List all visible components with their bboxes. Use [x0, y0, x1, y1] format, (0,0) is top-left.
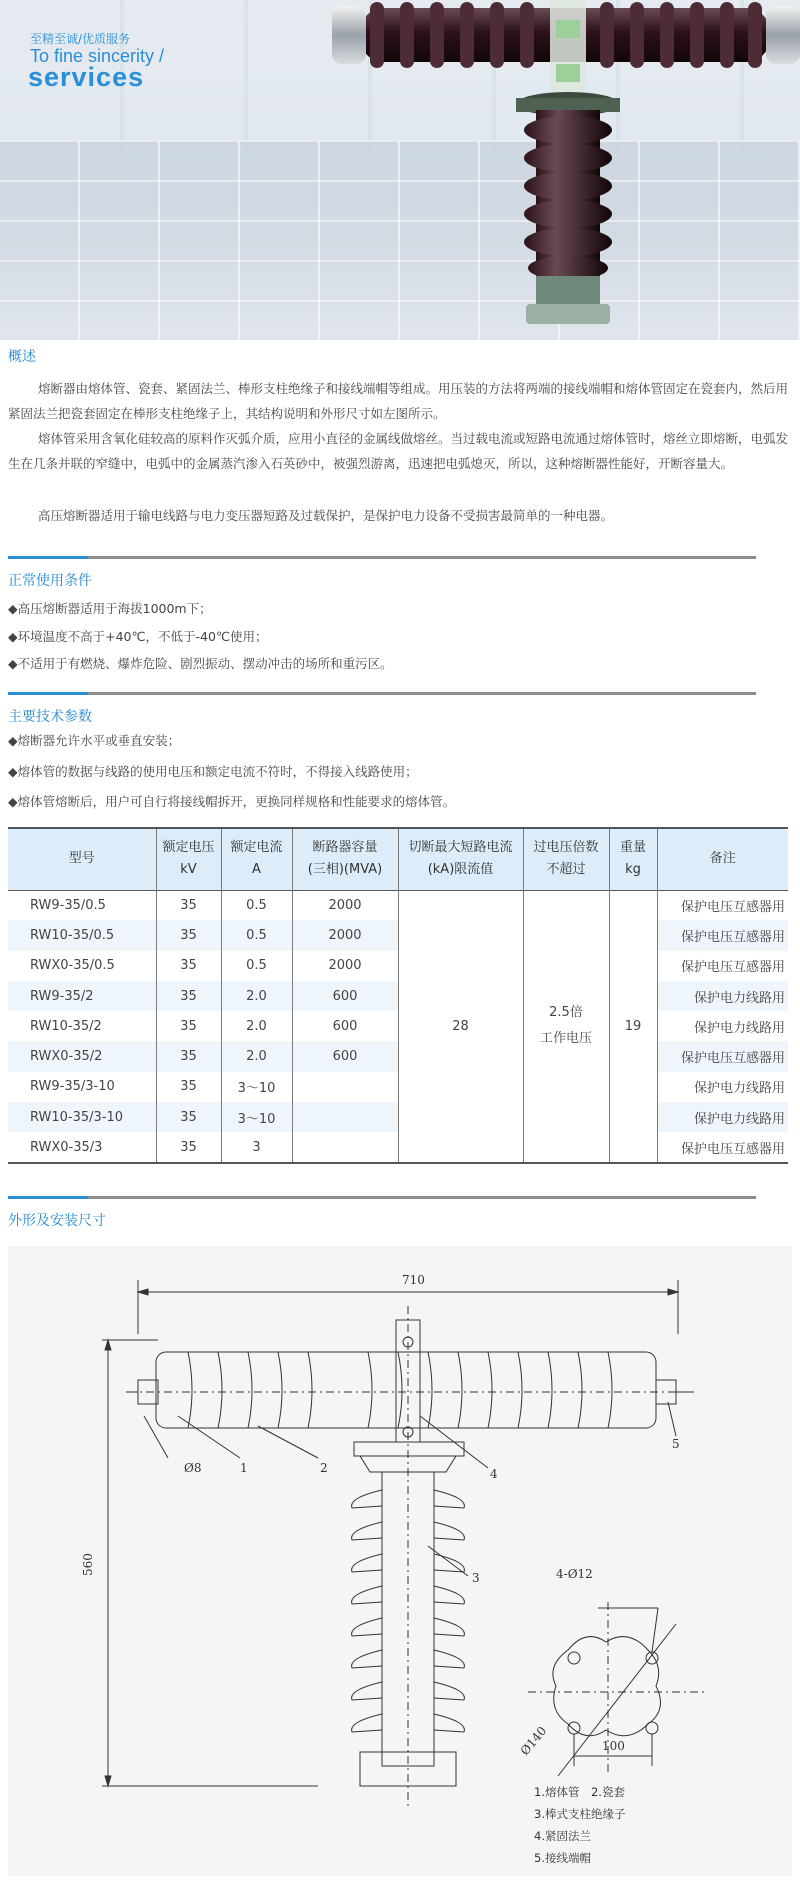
banner — [0, 0, 800, 340]
banner-en-line2: services — [28, 62, 145, 92]
cell-overvoltage-merged: 2.5倍 工作电压 — [523, 890, 609, 1163]
section-divider — [8, 556, 756, 559]
cell-kv: 35 — [156, 890, 221, 920]
dim-dia8-label: Ø8 — [184, 1461, 202, 1475]
cell-model: RW10-35/0.5 — [8, 920, 156, 950]
cell-model: RW10-35/2 — [30, 1018, 102, 1034]
cell-mva — [292, 1102, 398, 1132]
divider-accent — [8, 1196, 88, 1199]
cell-a: 0.5 — [221, 920, 292, 950]
conditions-title: 正常使用条件 — [8, 573, 92, 589]
cell-kv: 35 — [156, 1041, 221, 1071]
overview-paragraph-2: 熔体管采用含氧化硅较高的原料作灭弧介质，应用小直径的金属线做熔丝。当过载电流或短路电流通过熔体管时，熔丝立即熔断，电弧发生在几条并联的窄缝中，电弧中的金属蒸汽渗入石英砂中，被强烈游离，迅速把电弧熄灭，所以，这种熔断器性能好，开断容量大。 — [8, 431, 789, 471]
cell-mva: 600 — [292, 1041, 398, 1071]
cell-model: RWX0-35/2 — [8, 1041, 156, 1071]
drawing-title: 外形及安装尺寸 — [8, 1213, 106, 1229]
dim-height-label: 560 — [81, 1553, 95, 1576]
cell-mva: 2000 — [292, 890, 398, 920]
callout-3: 3 — [472, 1571, 480, 1585]
divider-accent — [8, 692, 88, 695]
overview-paragraph-1: 熔断器由熔体管、瓷套、紧固法兰、棒形支柱绝缘子和接线端帽等组成。用压装的方法将两端的接线端帽和熔体管固定在瓷套内，然后用紧固法兰把瓷套固定在棒形支柱绝缘子上，其结构说明和外形尺寸如左图所示。 — [8, 381, 789, 421]
legend-item: 3.棒式支柱绝缘子 — [534, 1807, 626, 1821]
cell-note: 保护电压互感器用 — [657, 890, 788, 920]
cell-note: 保护电力线路用 — [657, 1102, 788, 1132]
banner-cn-text: 至精至诚/优质服务 — [30, 32, 131, 46]
cell-weight-merged: 19 — [609, 890, 657, 1163]
header-breaking-current: 切断最大短路电流 (kA)限流值 — [398, 828, 523, 890]
params-item: ◆熔体管熔断后，用户可自行将接线帽拆开，更换同样规格和性能要求的熔体管。 — [8, 794, 456, 809]
cell-kv: 35 — [156, 951, 221, 981]
cell-note: 保护电力线路用 — [657, 981, 788, 1011]
dim-100-label: 100 — [602, 1739, 625, 1753]
params-title: 主要技术参数 — [8, 709, 92, 725]
callout-4: 4 — [490, 1467, 498, 1481]
overview-paragraph-3: 高压熔断器适用于输电线路与电力变压器短路及过载保护，是保护电力设备不受损害最简单的一种电器。 — [38, 508, 614, 523]
cell-model: RWX0-35/0.5 — [30, 958, 115, 974]
legend-item: 4.紧固法兰 — [534, 1829, 591, 1843]
banner-en-line1: To fine sincerity / — [30, 46, 165, 66]
header-current: 额定电流 A — [221, 828, 292, 890]
conditions-item: ◆环境温度不高于+40℃，不低于-40℃使用； — [8, 629, 268, 644]
cell-note: 保护电力线路用 — [657, 1011, 788, 1041]
cell-note: 保护电压互感器用 — [657, 920, 788, 950]
cell-model: RW9-35/2 — [8, 981, 156, 1011]
dim-length-label: 710 — [402, 1273, 425, 1287]
cell-note: 保护电力线路用 — [657, 1072, 788, 1102]
section-divider — [8, 692, 756, 695]
cell-kv: 35 — [156, 981, 221, 1011]
cell-note: 保护电压互感器用 — [657, 1132, 788, 1162]
conditions-item: ◆不适用于有燃烧、爆炸危险、剧烈振动、摆动冲击的场所和重污区。 — [8, 656, 393, 671]
cell-model: RW10-35/3-10 — [8, 1102, 156, 1132]
cell-note: 保护电压互感器用 — [657, 951, 788, 981]
table-header-row — [8, 828, 788, 890]
cell-a: 0.5 — [221, 951, 292, 981]
cell-mva — [292, 1072, 398, 1102]
cell-model: RWX0-35/3 — [30, 1139, 103, 1155]
dimension-drawing — [8, 1246, 792, 1876]
dim-holes-label: 4-Ø12 — [556, 1567, 593, 1581]
divider-accent — [8, 556, 88, 559]
cell-model: RW9-35/0.5 — [30, 897, 106, 913]
cell-kv: 35 — [156, 920, 221, 950]
section-divider — [8, 1196, 756, 1199]
callout-5: 5 — [672, 1437, 680, 1451]
header-voltage: 额定电压 kV — [156, 828, 221, 890]
dimension-drawing-svg — [8, 1246, 792, 1876]
cell-note: 保护电压互感器用 — [657, 1041, 788, 1071]
spec-table — [8, 827, 788, 1164]
fuse-product-image — [330, 0, 800, 340]
params-item: ◆熔体管的数据与线路的使用电压和额定电流不符时，不得接入线路使用； — [8, 764, 418, 779]
cell-kv: 35 — [156, 1102, 221, 1132]
cell-a: 3～10 — [221, 1072, 292, 1102]
cell-mva: 600 — [292, 1011, 398, 1041]
callout-1: 1 — [240, 1461, 248, 1475]
params-item: ◆熔断器允许水平或垂直安装； — [8, 733, 181, 748]
dim-pcd-label: Ø140 — [517, 1723, 550, 1758]
cell-a: 0.5 — [221, 890, 292, 920]
header-capacity: 断路器容量 (三相)(MVA) — [292, 828, 398, 890]
header-model: 型号 — [8, 828, 156, 890]
cell-model: RW9-35/3-10 — [30, 1079, 115, 1095]
cell-kv: 35 — [156, 1011, 221, 1041]
overview-title: 概述 — [8, 349, 36, 365]
cell-a: 2.0 — [221, 1011, 292, 1041]
cell-kv: 35 — [156, 1072, 221, 1102]
cell-a: 2.0 — [221, 1041, 292, 1071]
cell-breaking-current-merged: 28 — [398, 890, 523, 1163]
cell-a: 3 — [221, 1132, 292, 1162]
cell-kv: 35 — [156, 1132, 221, 1162]
cell-mva: 2000 — [292, 920, 398, 950]
legend-item: 1.熔体管 2.瓷套 — [534, 1785, 625, 1799]
callout-2: 2 — [320, 1461, 328, 1475]
cell-mva — [292, 1132, 398, 1162]
header-weight: 重量 kg — [609, 828, 657, 890]
cell-mva: 600 — [292, 981, 398, 1011]
table-row — [8, 890, 788, 920]
header-overvoltage: 过电压倍数 不超过 — [523, 828, 609, 890]
cell-a: 3～10 — [221, 1102, 292, 1132]
cell-mva: 2000 — [292, 951, 398, 981]
header-note: 备注 — [657, 828, 788, 890]
conditions-item: ◆高压熔断器适用于海拔1000m下； — [8, 601, 212, 616]
legend-item: 5.接线端帽 — [534, 1851, 591, 1865]
cell-a: 2.0 — [221, 981, 292, 1011]
